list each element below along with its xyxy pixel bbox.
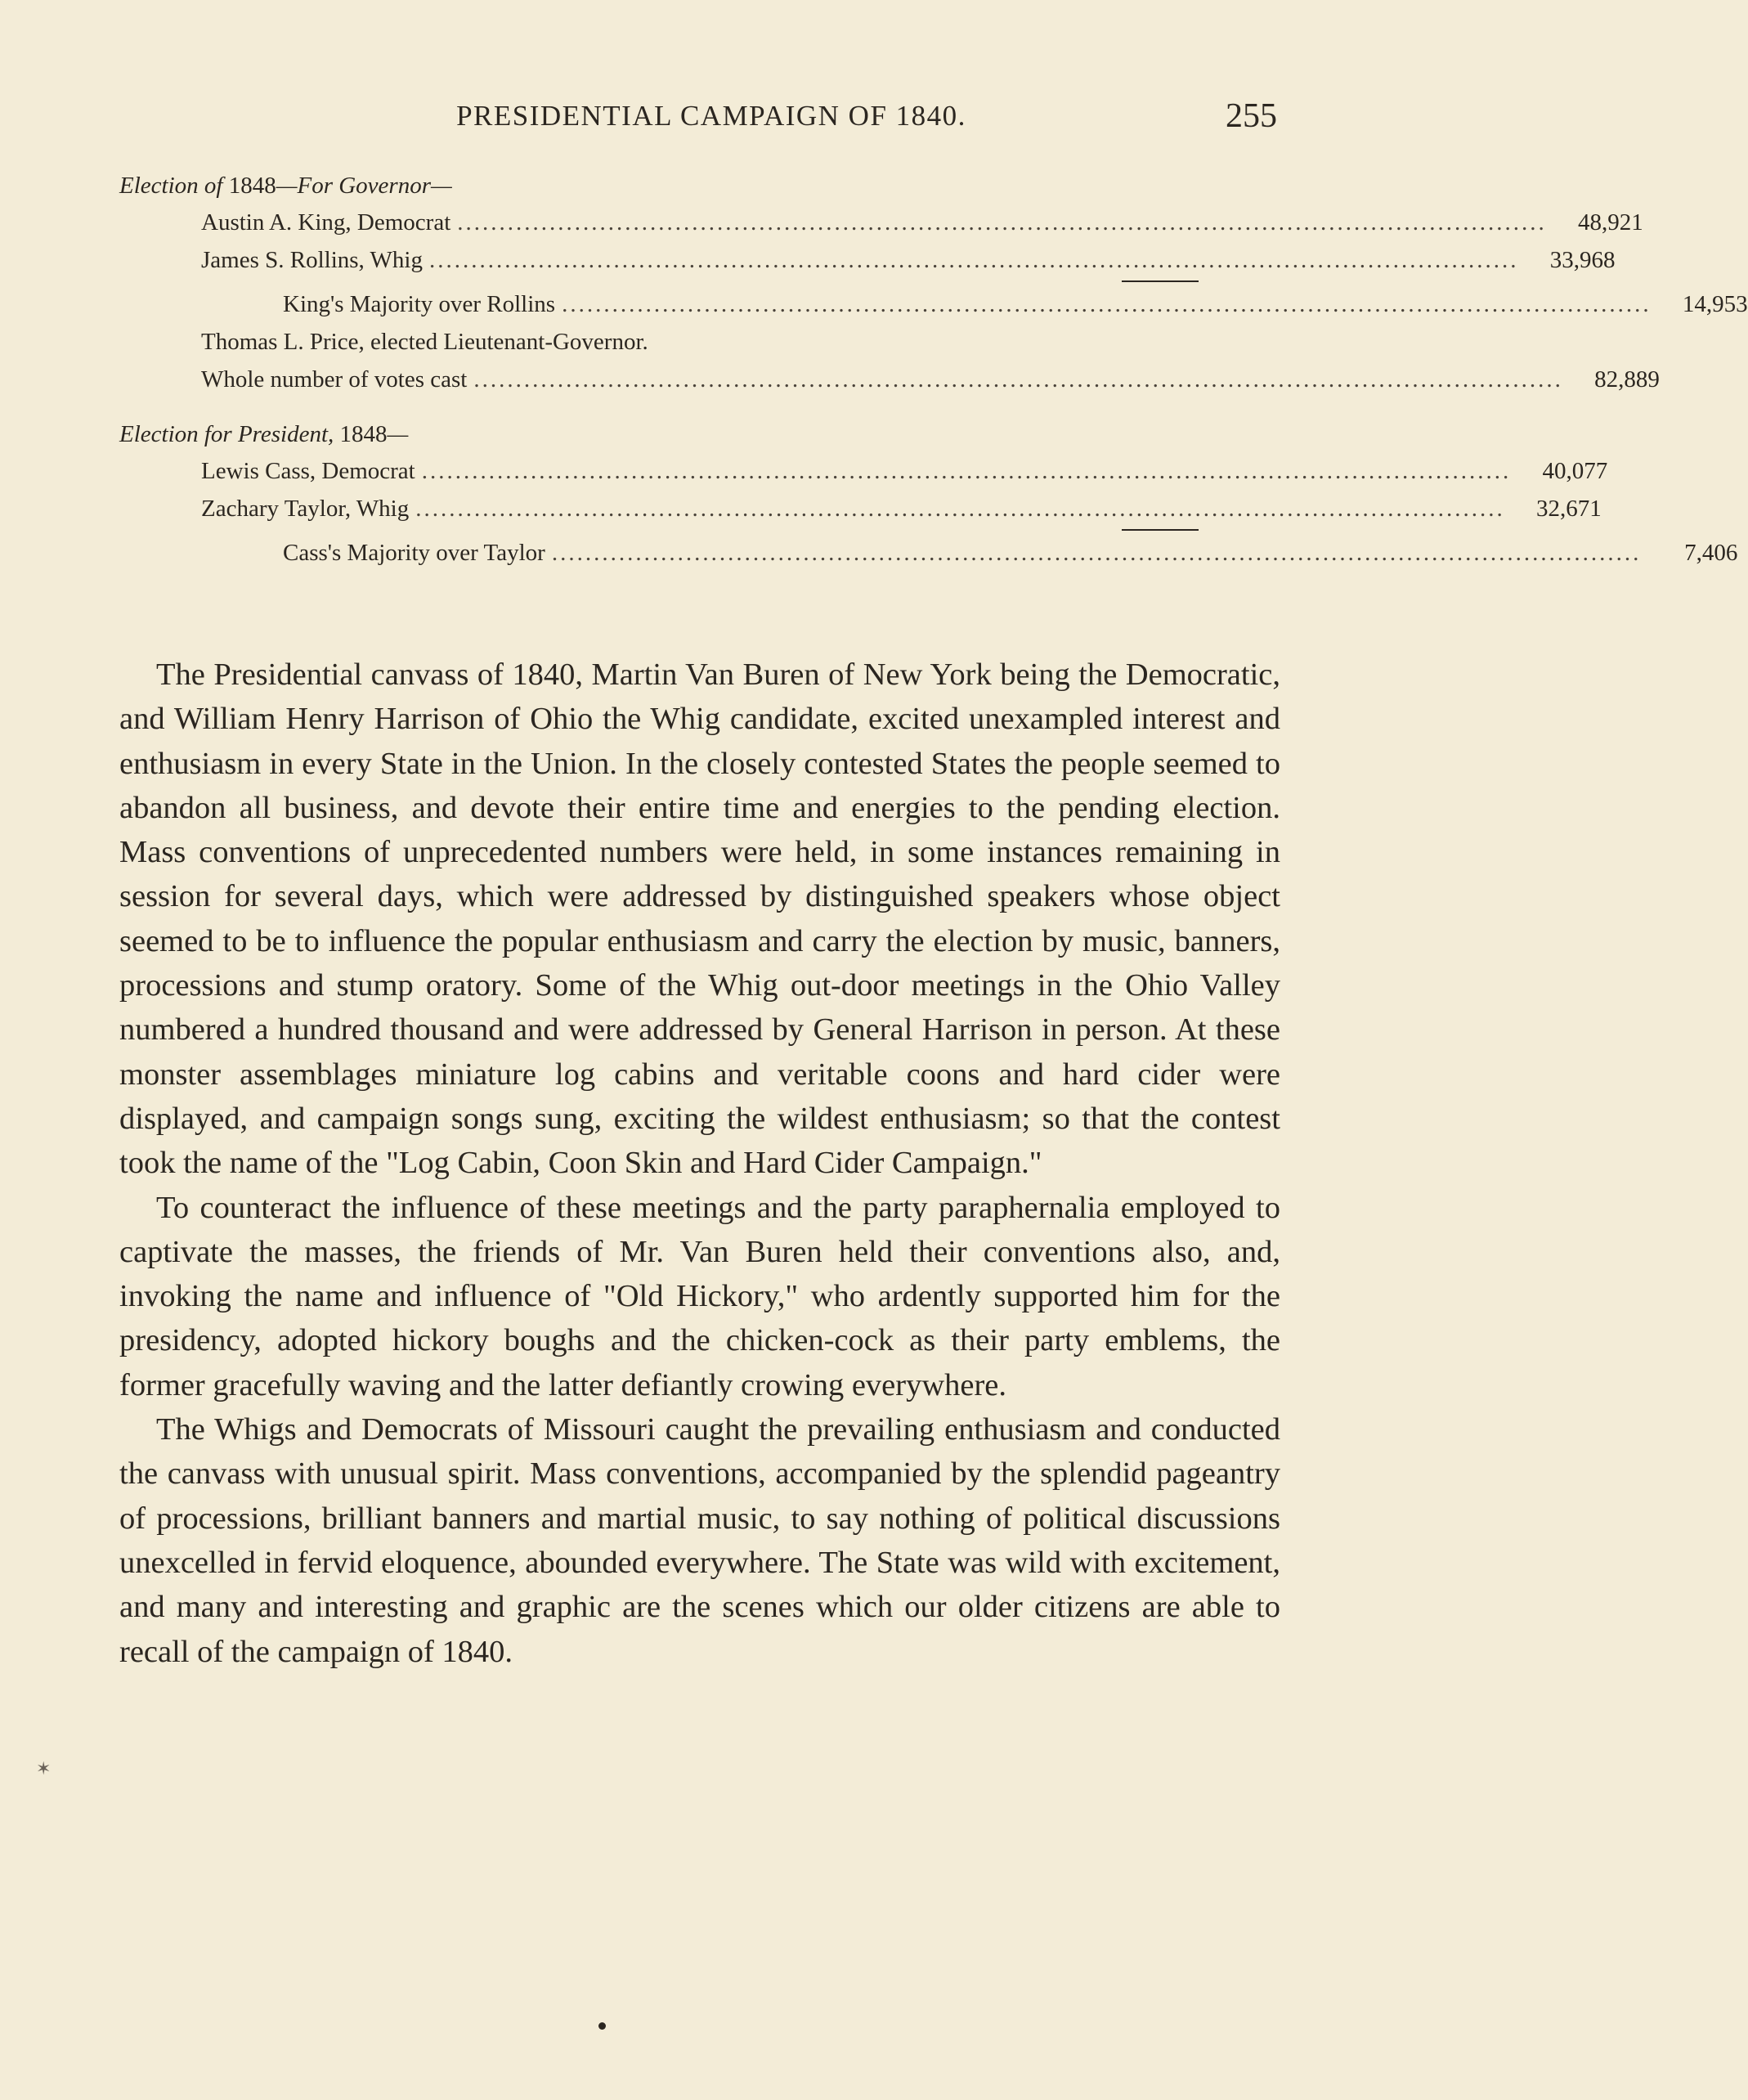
leader-dots: .................................................................................................................................. <box>415 496 1505 522</box>
president-election-heading: Election for President, 1848— <box>119 421 409 447</box>
page-number: 255 <box>1226 97 1277 135</box>
governor-election-heading: Election of 1848—For Governor— <box>119 173 452 199</box>
paragraph: The Presidential canvass of 1840, Martin Van Buren of New York being the Democratic, and William Henry Harrison of Ohio the Whig candidate, excited unexampled interest and enthusiasm in every State in the Union. In the closely contested States the people seemed to abandon all business, and devote their entire time and energies to the pending election. Mass conventions of unprecedented numbers were held, in some instances remaining in session for several days, which were addressed by distinguished speakers whose object seemed to be to influence the popular enthusiasm and carry the election by music, banners, processions and stump oratory. Some of the Whig out-door meetings in the Ohio Valley numbered a hundred thousand and were addressed by General Harrison in person. At these monster assemblages miniature log cabins and veritable coons and hard cider were displayed, and campaign songs sung, exciting the wildest enthusiasm; so that the contest took the name of the "Log Cabin, Coon Skin and Hard Cider Campaign." <box>119 657 1280 1181</box>
leader-dots: .................................................................................................................................. <box>421 458 1512 484</box>
table-row: Lewis Cass, Democrat .................................................................................................................................. 40,077 <box>119 452 1199 490</box>
body-text <box>119 653 1280 1674</box>
table-row: Zachary Taylor, Whig .................................................................................................................................. 32,671 <box>119 490 1199 527</box>
paragraph: To counteract the influence of these meetings and the party paraphernalia employed to captivate the masses, the friends of Mr. Van Buren held their conventions also, and, invoking the name and influence of "Old Hickory," who ardently supported him for the presidency, adopted hickory boughs and the chicken-cock as their party emblems, the former gracefully waving and the latter defiantly crowing everywhere. <box>119 1190 1280 1402</box>
election-tables <box>119 168 1748 572</box>
leader-dots: .................................................................................................................................. <box>457 209 1547 236</box>
sum-rule <box>1122 529 1199 531</box>
table-row: James S. Rollins, Whig .................................................................................................................................. 33,968 <box>119 241 1199 279</box>
ink-dot <box>598 2022 606 2030</box>
margin-mark: ✶ <box>36 1758 52 1779</box>
paragraph: The Whigs and Democrats of Missouri caught the prevailing enthusiasm and conducted the canvass with unusual spirit. Mass conventions, accompanied by the splendid pageantry of processions, brilliant banners and martial music, to say nothing of political discussions unexcelled in fervid eloquence, abounded everywhere. The State was wild with excitement, and many and interesting and graphic are the scenes which our older citizens are able to recall of the campaign of 1840. <box>119 1412 1280 1669</box>
sum-rule <box>1122 280 1199 282</box>
running-title: PRESIDENTIAL CAMPAIGN OF 1840. <box>456 100 966 132</box>
leader-dots: .................................................................................................................................. <box>551 540 1642 566</box>
leader-dots: .................................................................................................................................. <box>428 247 1519 273</box>
leader-dots: .................................................................................................................................. <box>473 366 1563 393</box>
leader-dots: .................................................................................................................................. <box>562 291 1652 317</box>
table-row: Austin A. King, Democrat .................................................................................................................................. 48,921 <box>119 204 1199 241</box>
majority-row: Cass's Majority over Taylor .................................................................................................................................. 7,406 <box>119 534 1199 572</box>
majority-row: King's Majority over Rollins .................................................................................................................................. 14,953 <box>119 285 1199 323</box>
total-votes-row: Whole number of votes cast .................................................................................................................................. 82,889 <box>119 361 1199 398</box>
running-head <box>0 96 1423 137</box>
lieutenant-governor-note: Thomas L. Price, elected Lieutenant-Governor. <box>201 329 648 355</box>
